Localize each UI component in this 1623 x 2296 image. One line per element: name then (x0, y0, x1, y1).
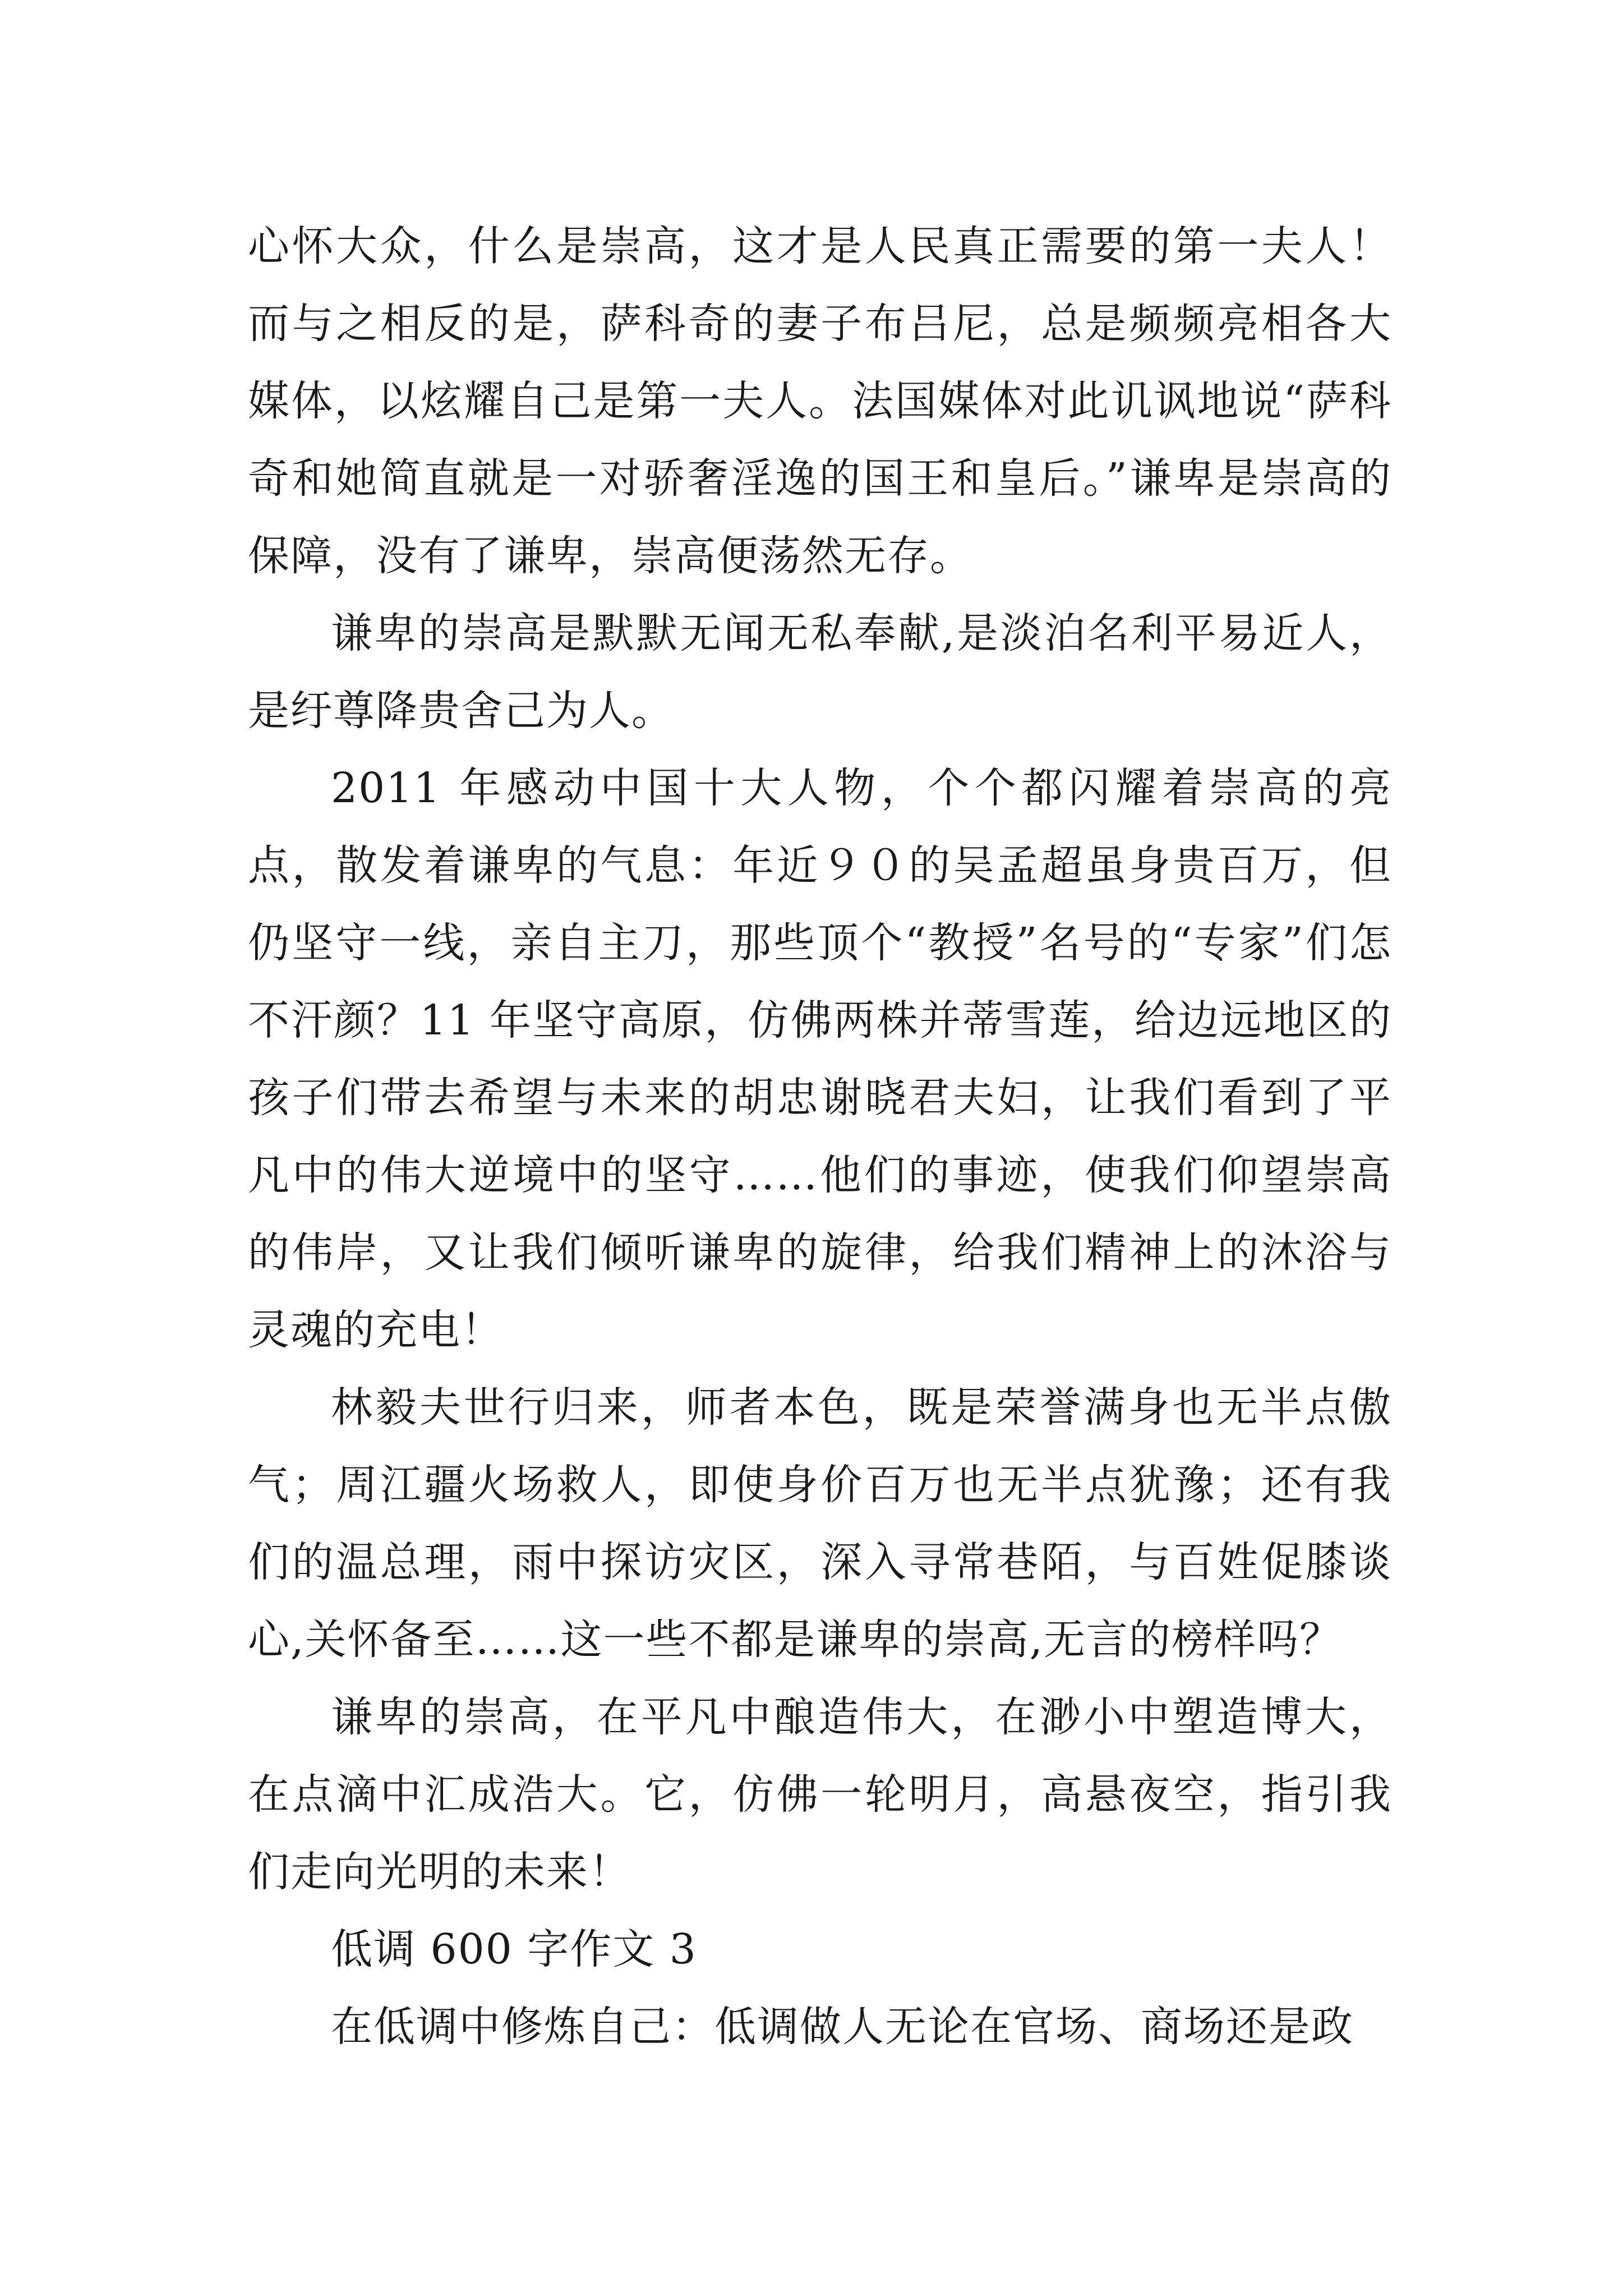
document-body (248, 208, 1392, 2065)
paragraph-2: 谦卑的崇高是默默无闻无私奉献,是淡泊名利平易近人，是纡尊降贵舍己为人。 (248, 609, 1392, 735)
paragraph-1: 心怀大众，什么是崇高，这才是人民真正需要的第一夫人！而与之相反的是，萨科奇的妻子布吕尼，总是频频亮相各大媒体，以炫耀自己是第一夫人。法国媒体对此讥讽地说“萨科奇和她简直就是一对骄奢淫逸的国王和皇后。”谦卑是崇高的保障，没有了谦卑，崇高便荡然无存。 (248, 222, 1392, 580)
paragraph-4: 林毅夫世行归来，师者本色，既是荣誉满身也无半点傲气；周江疆火场救人，即使身价百万也无半点犹豫；还有我们的温总理，雨中探访灾区，深入寻常巷陌，与百姓促膝谈心,关怀备至……这一些不都是谦卑的崇高,无言的榜样吗？ (248, 1383, 1392, 1664)
paragraph-3: 2011 年感动中国十大人物，个个都闪耀着崇高的亮点，散发着谦卑的气息：年近９０的吴孟超虽身贵百万，但仍坚守一线，亲自主刀，那些顶个“教授”名号的“专家”们怎不汗颜？11 年坚守高原，仿佛两株并蒂雪莲，给边远地区的孩子们带去希望与未来的胡忠谢晓君夫妇，让我们看到了平凡中的伟大逆境中的坚守……他们的事迹，使我们仰望崇高的伟岸，又让我们倾听谦卑的旋律，给我们精神上的沐浴与灵魂的充电！ (248, 764, 1392, 1354)
section-heading: 低调 600 字作文 3 (331, 1925, 697, 1973)
paragraph-5: 谦卑的崇高，在平凡中酿造伟大，在渺小中塑造博大，在点滴中汇成浩大。它，仿佛一轮明月，高悬夜空，指引我们走向光明的未来！ (248, 1693, 1392, 1896)
paragraph-6: 在低调中修炼自己：低调做人无论在官场、商场还是政 (331, 2003, 1354, 2051)
